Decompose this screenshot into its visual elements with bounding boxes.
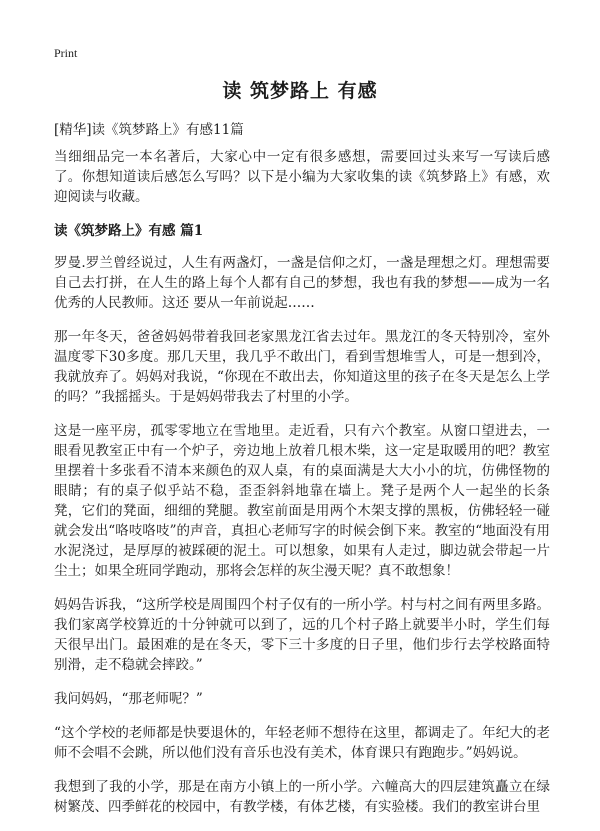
body-paragraph: 罗曼.罗兰曾经说过，人生有两盏灯，一盏是信仰之灯，一盏是理想之灯。理想需要自己去打拼，在人生的路上每个人都有自己的梦想，我也有我的梦想——成为一名优秀的人民教师。这还 要从一年前说起…… [54, 255, 550, 311]
body-paragraph: 我想到了我的小学，那是在南方小镇上的一所小学。六幢高大的四层建筑矗立在绿树繁茂、四季鲜花的校园中，有教学楼，有体艺楼，有实验楼。我们的教室讲台里 [54, 779, 550, 815]
print-link[interactable]: Print [54, 46, 78, 60]
body-paragraph: 那一年冬天，爸爸妈妈带着我回老家黑龙江省去过年。黑龙江的冬天特别冷，室外温度零下30多度。那几天里，我几乎不敢出门，看到雪想堆雪人，可是一想到冷，我就放弃了。妈妈对我说，“你现在不敢出去，你知道这里的孩子在冬天是怎么上学的吗？”我摇摇头。于是妈妈带我去了村里的小学。 [54, 329, 550, 405]
article-body [54, 147, 550, 831]
page-title: 读 筑梦路上 有感 [222, 80, 378, 102]
section-heading: 读《筑梦路上》有感 篇1 [54, 223, 204, 239]
body-paragraph: “这个学校的老师都是快要退休的，年轻老师不想待在这里，都调走了。年纪大的老师不会唱不会跳，所以他们没有音乐也没有美术，体育课只有跑跑步。”妈妈说。 [54, 725, 550, 761]
body-paragraph: 这是一座平房，孤零零地立在雪地里。走近看，只有六个教室。从窗口望进去，一眼看见教室正中有一个炉子，旁边地上放着几根木柴，这一定是取暖用的吧？教室里摆着十多张看不清本来颜色的双人桌，有的桌面满是大大小小的坑，仿佛怪物的眼睛；有的桌子似乎站不稳，歪歪斜斜地靠在墙上。凳子是两个人一起坐的长条凳，它们的凳面，细细的凳腿。教室前面是用两个木架支撑的黑板，仿佛轻轻一碰就会发出“咯吱咯吱”的声音，真担心老师写字的时候会倒下来。教室的“地面没有用水泥浇过，是厚厚的被踩硬的泥土。可以想象，如果有人走过，脚边就会带起一片尘土；如果全班同学跑动，那将会怎样的灰尘漫天呢？真不敢想象！ [54, 423, 550, 579]
body-paragraph: 我问妈妈，“那老师呢？” [54, 691, 203, 707]
intro-paragraph: 当细细品完一本名著后，大家心中一定有很多感想，需要回过头来写一写读后感了。你想知道读后感怎么写吗？以下是小编为大家收集的读《筑梦路上》有感，欢迎阅读与收藏。 [54, 149, 550, 205]
body-paragraph: 妈妈告诉我，“这所学校是周围四个村子仅有的一所小学。村与村之间有两里多路。我们家离学校算近的十分钟就可以到了，远的几个村子路上就要半小时，学生们每天很早出门。最困难的是在冬天，零下三十多度的日子里，他们步行去学校路面特别滑，走不稳就会摔跤。” [54, 597, 550, 673]
article-subtitle: [精华]读《筑梦路上》有感11篇 [54, 122, 244, 138]
